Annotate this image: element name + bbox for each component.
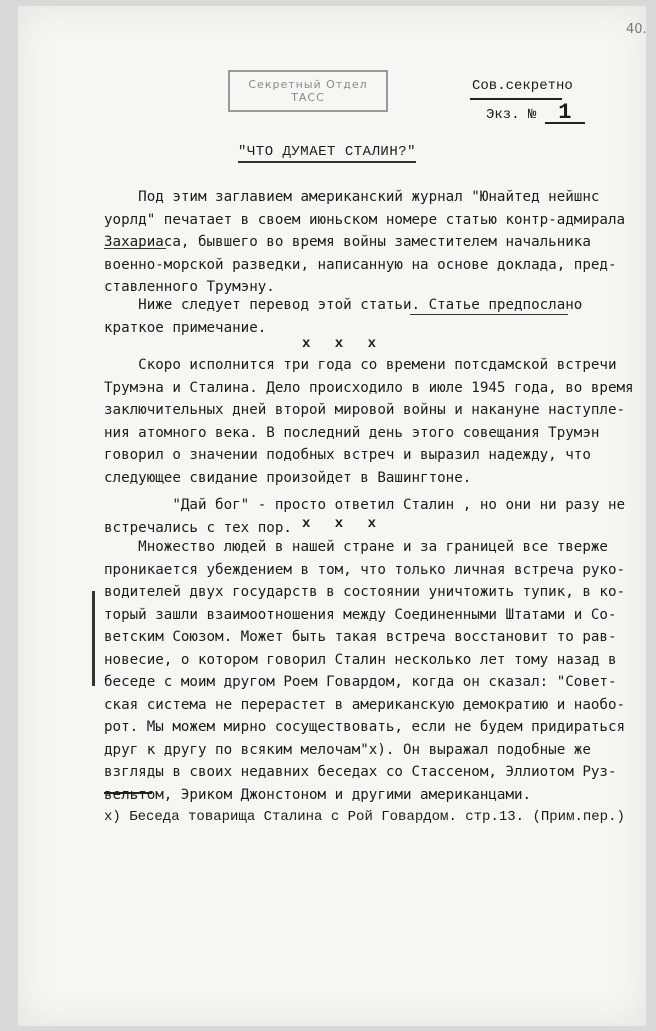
classification-label: Сов.секретно <box>472 78 573 94</box>
stamp-line-2: ТАСС <box>291 91 325 104</box>
paragraph-translation-note: Ниже следует перевод этой статьи. Статье предпослано краткое примечание. <box>104 297 583 336</box>
document-page <box>18 6 646 1026</box>
stamp-line-1: Секретный Отдел <box>248 78 368 91</box>
classification-block <box>472 78 585 124</box>
paragraph-intro: Под этим заглавием американский журнал "Юнайтед нейшнс уорлд" печатает в своем июньском номере статью контр-адмирала Захариаса, бывшего во время войны заместителем начальника военно-морской разведки, написанную на основе доклада, пред- ставленного Трумэну. <box>104 189 626 295</box>
footnote-rule <box>104 792 152 794</box>
section-separator: х х х <box>302 336 385 352</box>
paragraph-meeting: Множество людей в нашей стране и за границей все тверже проникается убеждением в том, что только личная встреча руко- водителей двух государств в состоянии уничтожить тупик, в ко- торый зашли взаимоотношения между Соединенными Штатами и Со- ветским Союзом. Может быть такая встреча восстановит то рав- новесие, о котором говорил Сталин несколько лет тому назад в беседе с моим другом Роем Говардом, когда он сказал: "Совет- ская система не перерастет в американскую демократию и наобо- рот. Мы можем мирно сосуществовать, если не будем придираться друг к другу по всяким мелочам"х). Он выражал подобные же взгляды в своих недавних беседах со Стассеном, Эллиотом Руз- вельтом, Эриком Джонстоном и другими американцами. <box>104 539 626 803</box>
copy-line <box>472 100 585 125</box>
paragraph-potsdam: Скоро исполнится три года со времени потсдамской встречи Трумэна и Сталина. Дело происходило в июле 1945 года, во время заключительных дней второй мировой войны и накануне наступле- ния атомного века. В последний день этого совещания Трумэн говорил о значении подобных встреч и выразил надежду, что следующее свидание произойдет в Вашингтоне. <box>104 357 634 486</box>
section-separator: х х х <box>302 516 385 532</box>
pencil-underline <box>410 314 568 315</box>
paragraph-reply: "Дай бог" - просто ответил Сталин , но они ни разу не встречались с тех пор. <box>104 497 626 536</box>
footnote: х) Беседа товарища Сталина с Рой Говардом. стр.13. (Прим.пер.) <box>104 809 625 825</box>
copy-number: 1 <box>545 104 585 124</box>
margin-pencil-mark <box>92 591 95 686</box>
classification-underline <box>470 98 562 100</box>
department-stamp <box>228 70 388 112</box>
page-number: 40. <box>626 22 647 37</box>
document-title: "ЧТО ДУМАЕТ СТАЛИН?" <box>238 144 416 163</box>
copy-label: Экз. № <box>486 107 537 123</box>
pencil-underline <box>104 248 166 249</box>
